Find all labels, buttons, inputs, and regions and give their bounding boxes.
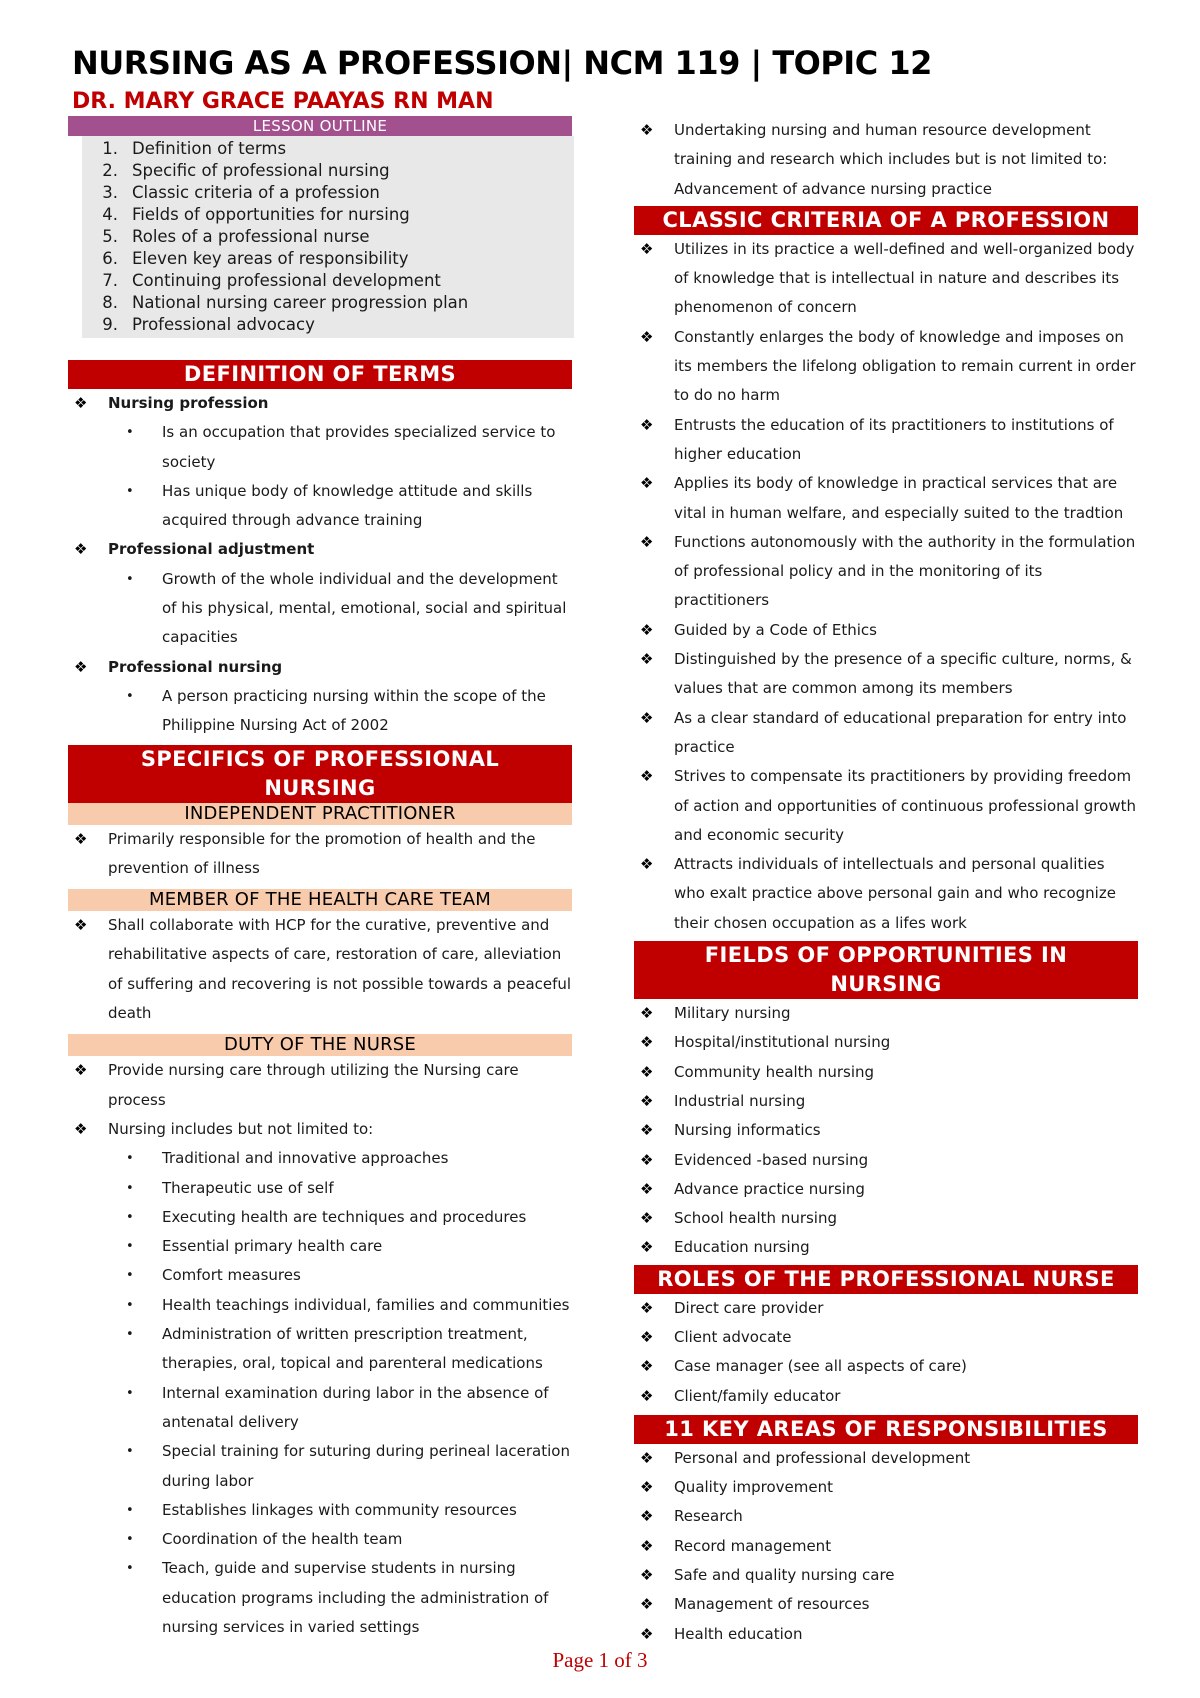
list-item <box>634 1444 1138 1473</box>
outline-item-number: 7. <box>102 271 118 290</box>
classic-criteria-heading: CLASSIC CRITERIA OF A PROFESSION <box>634 206 1138 235</box>
list-item-text: Guided by a Code of Ethics <box>674 620 877 639</box>
sub-list-item-text: A person practicing nursing within the scope of the Philippine Nursing Act of 2002 <box>162 686 546 735</box>
list-item-text: Primarily responsible for the promotion of health and the prevention of illness <box>108 829 536 877</box>
diamond-bullet-icon: ❖ <box>74 1061 88 1080</box>
list-item-text: Constantly enlarges the body of knowledge and imposes on its members the lifelong obligation to remain current in order to do no harm <box>674 327 1136 405</box>
diamond-bullet-icon: ❖ <box>640 121 654 139</box>
diamond-bullet-icon: ❖ <box>74 540 88 559</box>
outline-item-label: Fields of opportunities for nursing <box>132 205 410 224</box>
sub-list-item <box>68 1379 572 1438</box>
outline-item-number: 1. <box>102 139 118 158</box>
sub-list-item-text: Has unique body of knowledge attitude and skills acquired through advance training <box>162 481 533 530</box>
definition-of-terms-heading: DEFINITION OF TERMS <box>68 360 572 389</box>
list-item-text: As a clear standard of educational preparation for entry into practice <box>674 708 1127 756</box>
list-item-text: Military nursing <box>674 1004 791 1023</box>
independent-practitioner-body <box>68 825 572 884</box>
diamond-bullet-icon: ❖ <box>640 1004 654 1023</box>
dot-bullet-icon: • <box>126 1561 134 1577</box>
outline-item <box>82 226 574 248</box>
dot-bullet-icon: • <box>126 1444 134 1460</box>
sub-list-item <box>68 1174 572 1203</box>
sub-list-item-text: Teach, guide and supervise students in nursing education programs including the administration of nursing services in varied settings <box>162 1559 549 1636</box>
fields-heading <box>634 941 1138 999</box>
list-item-text: Research <box>674 1507 743 1526</box>
diamond-bullet-icon: ❖ <box>640 1448 654 1467</box>
outline-item-label: Continuing professional development <box>132 271 441 290</box>
list-item <box>68 1115 572 1144</box>
outline-item <box>82 270 574 292</box>
sub-list-item-text: Coordination of the health team <box>162 1530 403 1549</box>
sub-list-item <box>68 1525 572 1554</box>
dot-bullet-icon: • <box>126 1502 134 1518</box>
specifics-heading-line1: SPECIFICS OF PROFESSIONAL <box>140 746 500 771</box>
sub-list-item <box>68 1437 572 1496</box>
sub-list-item-text: Comfort measures <box>162 1266 301 1285</box>
list-item <box>68 825 572 884</box>
list-item-text: Health education <box>674 1624 803 1643</box>
list-item <box>634 411 1138 470</box>
list-item <box>634 1146 1138 1175</box>
list-item <box>634 1620 1138 1649</box>
diamond-bullet-icon: ❖ <box>640 767 654 786</box>
lesson-outline-header: LESSON OUTLINE <box>68 116 572 136</box>
list-item <box>634 645 1138 704</box>
diamond-bullet-icon: ❖ <box>640 1033 654 1052</box>
outline-item <box>82 182 574 204</box>
diamond-bullet-icon: ❖ <box>74 916 88 935</box>
list-item <box>634 1087 1138 1116</box>
key-areas-heading: 11 KEY AREAS OF RESPONSIBILITIES <box>634 1415 1138 1444</box>
diamond-bullet-icon: ❖ <box>640 1624 654 1643</box>
diamond-bullet-icon: ❖ <box>640 855 654 874</box>
list-item <box>634 1028 1138 1057</box>
fields-heading-line1: FIELDS OF OPPORTUNITIES IN <box>704 943 1068 968</box>
sub-list-item <box>68 682 572 741</box>
classic-criteria-body <box>634 235 1138 938</box>
diamond-bullet-icon: ❖ <box>640 1478 654 1497</box>
author-name: DR. MARY GRACE PAAYAS RN MAN <box>72 89 494 114</box>
health-care-team-body <box>68 911 572 1028</box>
specifics-heading-line2: NURSING <box>264 775 376 800</box>
list-item-text: Quality improvement <box>674 1478 834 1497</box>
list-item-text: Applies its body of knowledge in practical services that are vital in human welfare, and especially suited to the tradtion <box>674 474 1124 522</box>
sub-list-item-text: Therapeutic use of self <box>162 1178 334 1197</box>
list-item-text: Attracts individuals of intellectuals and personal qualities who exalt practice above personal gain and who recognize their chosen occupation as a lifes work <box>674 855 1116 932</box>
list-item-text: Entrusts the education of its practitioners to institutions of higher education <box>674 415 1114 463</box>
outline-item-number: 4. <box>102 205 118 224</box>
list-item-text: Professional nursing <box>108 657 283 676</box>
outline-item-label: National nursing career progression plan <box>132 293 469 312</box>
lesson-outline-list <box>82 138 574 336</box>
diamond-bullet-icon: ❖ <box>640 650 654 669</box>
dot-bullet-icon: • <box>126 1385 134 1401</box>
dot-bullet-icon: • <box>126 483 134 499</box>
dot-bullet-icon: • <box>126 1239 134 1255</box>
list-item <box>634 850 1138 938</box>
diamond-bullet-icon: ❖ <box>640 532 654 551</box>
list-item <box>634 1175 1138 1204</box>
sub-list-item-text: Growth of the whole individual and the development of his physical, mental, emotional, social and spiritual capacities <box>162 569 567 647</box>
outline-item-label: Professional advocacy <box>132 315 315 334</box>
list-item <box>634 235 1138 323</box>
outline-item-label: Eleven key areas of responsibility <box>132 249 409 268</box>
diamond-bullet-icon: ❖ <box>74 394 88 412</box>
list-item <box>634 1116 1138 1145</box>
outline-item <box>82 314 574 336</box>
list-item <box>68 653 572 682</box>
list-item <box>68 389 572 418</box>
list-item-text: Safe and quality nursing care <box>674 1566 895 1585</box>
list-item-text: Education nursing <box>674 1238 810 1257</box>
diamond-bullet-icon: ❖ <box>640 1121 654 1140</box>
list-item <box>634 999 1138 1028</box>
sub-list-item <box>68 1261 572 1290</box>
diamond-bullet-icon: ❖ <box>640 620 654 639</box>
diamond-bullet-icon: ❖ <box>640 1357 654 1376</box>
list-item-text: Hospital/institutional nursing <box>674 1033 891 1052</box>
diamond-bullet-icon: ❖ <box>640 1566 654 1585</box>
dot-bullet-icon: • <box>126 1209 134 1225</box>
diamond-bullet-icon: ❖ <box>640 474 654 493</box>
list-item <box>634 1532 1138 1561</box>
sub-list-item <box>68 477 572 536</box>
list-item <box>68 911 572 1028</box>
list-item <box>634 1561 1138 1590</box>
sub-list-item-text: Administration of written prescription treatment, therapies, oral, topical and parenteral medications <box>162 1325 543 1373</box>
list-item-text: Client advocate <box>674 1327 792 1346</box>
sub-list-item <box>68 1203 572 1232</box>
list-item <box>634 323 1138 411</box>
outline-item <box>82 292 574 314</box>
list-item-text: Industrial nursing <box>674 1091 806 1110</box>
diamond-bullet-icon: ❖ <box>640 415 654 434</box>
list-item-text: Professional adjustment <box>108 540 315 559</box>
list-item-text: Client/family educator <box>674 1386 841 1405</box>
dot-bullet-icon: • <box>126 425 134 441</box>
list-item <box>68 1056 572 1115</box>
dot-bullet-icon: • <box>126 1151 134 1167</box>
dot-bullet-icon: • <box>126 1268 134 1284</box>
outline-item-label: Classic criteria of a profession <box>132 183 380 202</box>
list-item <box>634 1058 1138 1087</box>
outline-item <box>82 248 574 270</box>
diamond-bullet-icon: ❖ <box>640 327 654 346</box>
diamond-bullet-icon: ❖ <box>640 1062 654 1081</box>
outline-item-number: 8. <box>102 293 118 312</box>
dot-bullet-icon: • <box>126 571 134 587</box>
diamond-bullet-icon: ❖ <box>640 239 654 258</box>
independent-practitioner-heading: INDEPENDENT PRACTITIONER <box>68 803 572 825</box>
list-item-text: Direct care provider <box>674 1298 824 1317</box>
list-item-text: Provide nursing care through utilizing the Nursing care process <box>108 1061 519 1109</box>
sub-list-item-text: Essential primary health care <box>162 1237 383 1256</box>
lesson-outline-box <box>82 136 574 338</box>
list-item <box>634 1233 1138 1262</box>
list-item-text: Strives to compensate its practitioners by providing freedom of action and opportunities of continuous professional growth and economic security <box>674 767 1136 844</box>
diamond-bullet-icon: ❖ <box>640 708 654 727</box>
dot-bullet-icon: • <box>126 1327 134 1343</box>
list-item <box>634 1473 1138 1502</box>
list-item-text: Evidenced -based nursing <box>674 1150 869 1169</box>
list-item <box>634 762 1138 850</box>
fields-heading-line2: NURSING <box>830 972 942 997</box>
list-item-text: Management of resources <box>674 1595 870 1614</box>
outline-item <box>82 160 574 182</box>
outline-item <box>82 138 574 160</box>
list-item-text: Distinguished by the presence of a specific culture, norms, & values that are common among its members <box>674 650 1132 698</box>
diamond-bullet-icon: ❖ <box>640 1536 654 1555</box>
list-item-text: Community health nursing <box>674 1062 875 1081</box>
list-item-text: Functions autonomously with the authority in the formulation of professional policy and in the monitoring of its practitioners <box>674 532 1136 610</box>
page-title: NURSING AS A PROFESSION| NCM 119 | TOPIC 12 <box>72 44 932 82</box>
sub-list-item <box>68 565 572 653</box>
list-item <box>634 1323 1138 1352</box>
list-item <box>634 616 1138 645</box>
list-item-text: Nursing informatics <box>674 1121 821 1140</box>
list-item <box>634 1382 1138 1411</box>
diamond-bullet-icon: ❖ <box>640 1238 654 1257</box>
sub-list-item <box>68 1291 572 1320</box>
dot-bullet-icon: • <box>126 1180 134 1196</box>
right-column <box>634 116 1138 1649</box>
sub-list-item <box>68 1496 572 1525</box>
sub-list-item <box>68 418 572 477</box>
list-item-text: Personal and professional development <box>674 1448 971 1467</box>
sub-list-item <box>68 1320 572 1379</box>
duty-of-nurse-heading: DUTY OF THE NURSE <box>68 1034 572 1056</box>
list-item-text: Case manager (see all aspects of care) <box>674 1357 967 1376</box>
sub-list-item-text: Traditional and innovative approaches <box>162 1149 449 1168</box>
list-item-text: Shall collaborate with HCP for the curative, preventive and rehabilitative aspects of care, restoration of care, alleviation of suffering and recovering is not possible towards a peaceful death <box>108 916 572 1023</box>
sub-list-item-text: Executing health are techniques and procedures <box>162 1207 527 1226</box>
outline-item-label: Specific of professional nursing <box>132 161 390 180</box>
list-item <box>634 1590 1138 1619</box>
diamond-bullet-icon: ❖ <box>640 1327 654 1346</box>
diamond-bullet-icon: ❖ <box>640 1386 654 1405</box>
list-item <box>634 469 1138 528</box>
list-item <box>634 528 1138 616</box>
list-item <box>634 1352 1138 1381</box>
outline-item-label: Roles of a professional nurse <box>132 227 370 246</box>
sub-list-item <box>68 1144 572 1173</box>
left-column <box>68 116 572 1642</box>
list-item-text: Nursing profession <box>108 394 269 412</box>
sub-list-item-text: Establishes linkages with community resources <box>162 1500 517 1519</box>
diamond-bullet-icon: ❖ <box>640 1507 654 1526</box>
sub-list-item-text: Is an occupation that provides specialized service to society <box>162 423 556 471</box>
specifics-heading <box>68 745 572 803</box>
sub-list-item-text: Special training for suturing during perineal laceration during labor <box>162 1442 570 1490</box>
page-number: Page 1 of 3 <box>552 1648 648 1672</box>
diamond-bullet-icon: ❖ <box>74 829 88 848</box>
list-item <box>68 535 572 564</box>
duty-of-nurse-body <box>68 1056 572 1642</box>
sub-list-item <box>68 1554 572 1642</box>
dot-bullet-icon: • <box>126 1297 134 1313</box>
outline-item <box>82 204 574 226</box>
diamond-bullet-icon: ❖ <box>640 1298 654 1317</box>
diamond-bullet-icon: ❖ <box>640 1150 654 1169</box>
diamond-bullet-icon: ❖ <box>640 1179 654 1198</box>
diamond-bullet-icon: ❖ <box>640 1595 654 1614</box>
duty-continued-text: Undertaking nursing and human resource development training and research which includes but is not limited to: Advancement of advance nursing practice <box>674 121 1108 198</box>
list-item <box>634 1502 1138 1531</box>
roles-heading: ROLES OF THE PROFESSIONAL NURSE <box>634 1265 1138 1294</box>
definitions-body <box>68 389 572 741</box>
sub-list-item-text: Health teachings individual, families and communities <box>162 1295 570 1314</box>
diamond-bullet-icon: ❖ <box>74 1119 88 1138</box>
sub-list-item <box>68 1232 572 1261</box>
outline-item-number: 5. <box>102 227 118 246</box>
list-item <box>634 704 1138 763</box>
fields-body <box>634 999 1138 1263</box>
outline-item-number: 2. <box>102 161 118 180</box>
outline-item-label: Definition of terms <box>132 139 287 158</box>
roles-body <box>634 1294 1138 1411</box>
health-care-team-heading: MEMBER OF THE HEALTH CARE TEAM <box>68 889 572 911</box>
outline-item-number: 6. <box>102 249 118 268</box>
dot-bullet-icon: • <box>126 1532 134 1548</box>
diamond-bullet-icon: ❖ <box>74 657 88 676</box>
sub-list-item-text: Internal examination during labor in the absence of antenatal delivery <box>162 1383 549 1431</box>
diamond-bullet-icon: ❖ <box>640 1091 654 1110</box>
list-item <box>634 1294 1138 1323</box>
list-item-text: Record management <box>674 1536 832 1555</box>
list-item <box>634 1204 1138 1233</box>
outline-item-number: 3. <box>102 183 118 202</box>
dot-bullet-icon: • <box>126 688 134 704</box>
outline-item-number: 9. <box>102 315 118 334</box>
list-item-text: Utilizes in its practice a well-defined and well-organized body of knowledge that is intellectual in nature and describes its phenomenon of concern <box>674 239 1135 317</box>
key-areas-body <box>634 1444 1138 1649</box>
list-item-text: Nursing includes but not limited to: <box>108 1119 374 1138</box>
diamond-bullet-icon: ❖ <box>640 1209 654 1228</box>
list-item-text: Advance practice nursing <box>674 1179 865 1198</box>
list-item-text: School health nursing <box>674 1209 838 1228</box>
list-item <box>634 116 1138 204</box>
